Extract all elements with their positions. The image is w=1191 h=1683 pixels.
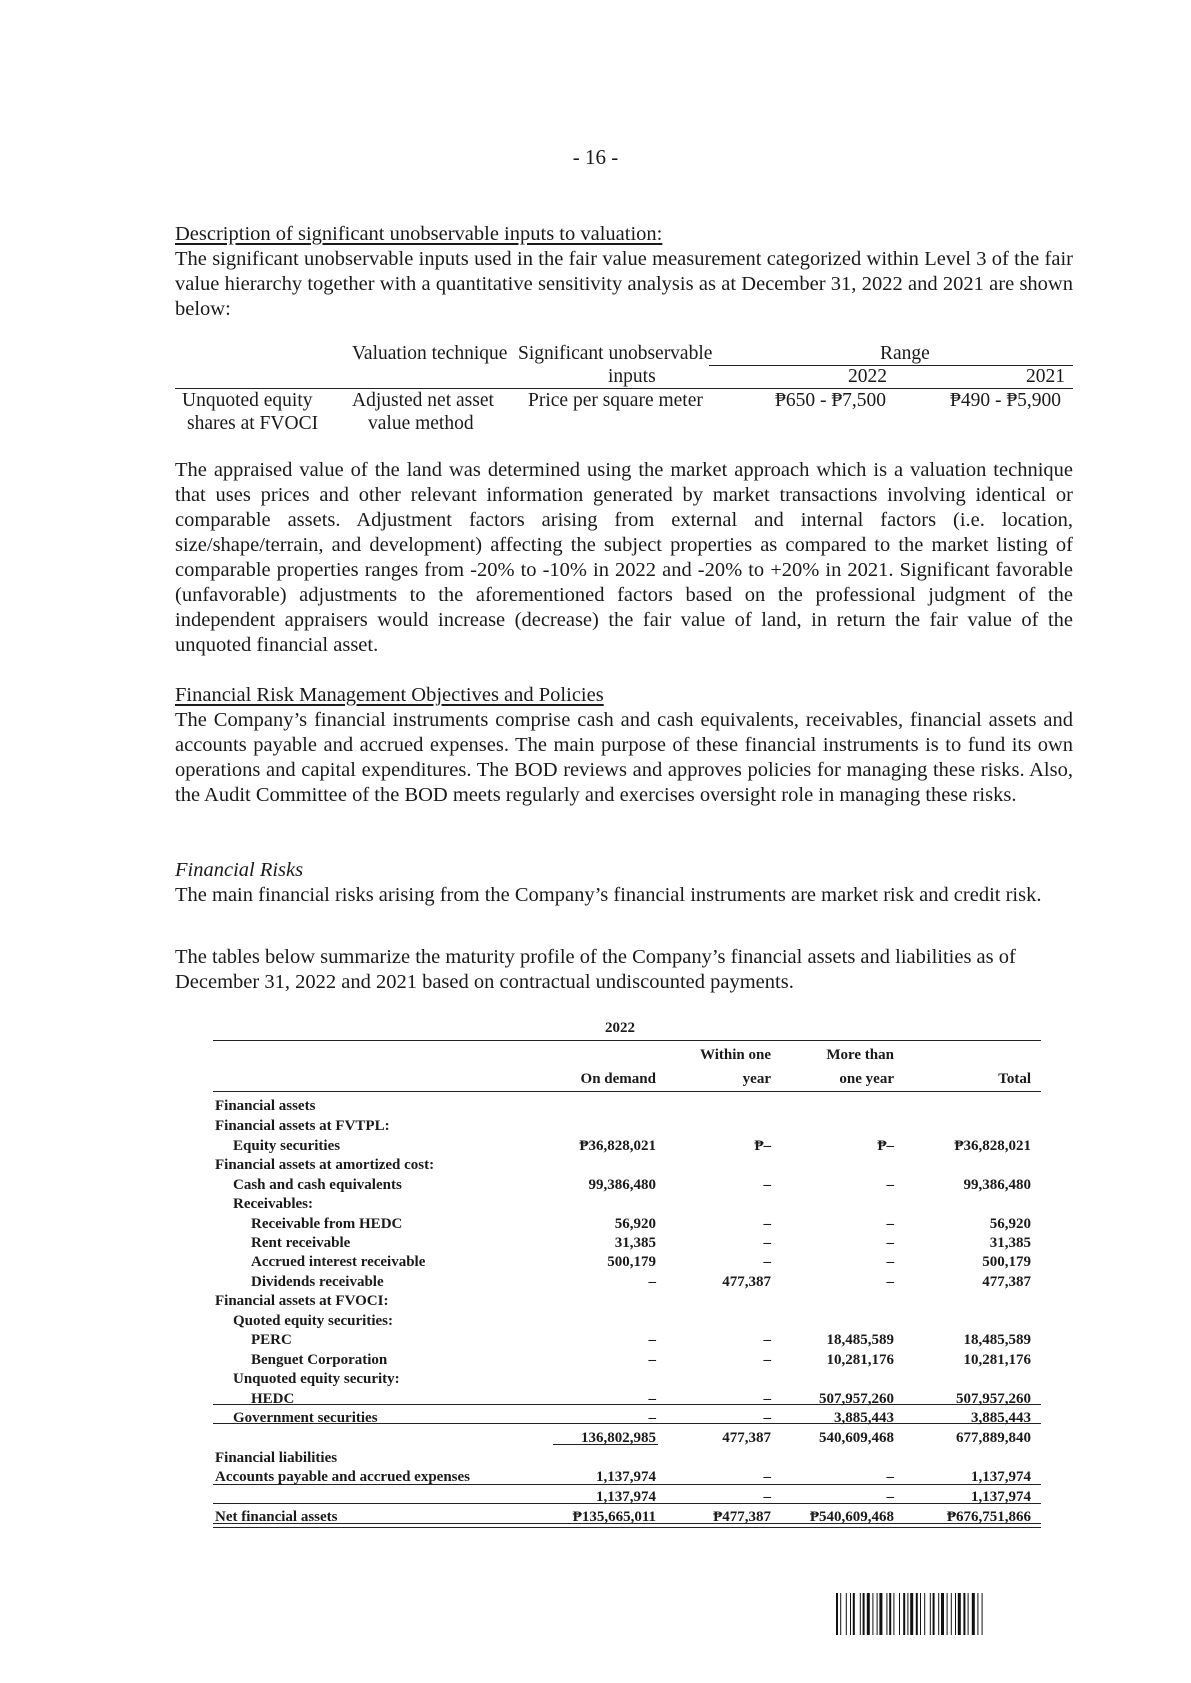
year-rule (213, 1040, 1041, 1041)
barcode-bar (907, 1593, 908, 1635)
header-one-year: one year (839, 1071, 894, 1087)
cell-more-than-one-year: 507,957,260 (819, 1391, 894, 1407)
cell-more-than-one-year: – (886, 1469, 894, 1485)
section-risk-management (175, 683, 1073, 808)
header-within-one: Within one (700, 1047, 771, 1063)
cell-on-demand: – (648, 1410, 656, 1426)
table-row (213, 1352, 1041, 1371)
barcode-bar (879, 1593, 882, 1635)
row-item-line-2: shares at FVOCI (187, 413, 319, 434)
barcode-bar (941, 1593, 944, 1635)
barcode-bar (889, 1593, 891, 1635)
barcode-bar (947, 1593, 948, 1635)
cell-more-than-one-year: 18,485,589 (826, 1332, 894, 1348)
liabilities-rule (213, 1484, 1041, 1485)
barcode-bar (930, 1593, 931, 1635)
cell-more-than-one-year: – (886, 1216, 894, 1232)
barcode-bar (853, 1593, 855, 1635)
cell-total: 500,179 (982, 1254, 1031, 1270)
barcode-bar (955, 1593, 956, 1635)
cell-within-one-year: – (763, 1332, 771, 1348)
row-label: Unquoted equity security: (233, 1371, 400, 1387)
cell-within-one-year: – (763, 1352, 771, 1368)
row-label: Rent receivable (251, 1235, 351, 1251)
barcode-bar (836, 1593, 838, 1635)
header-2021: 2021 (1026, 366, 1065, 387)
barcode-bar (886, 1593, 887, 1635)
row-label: Financial liabilities (215, 1450, 338, 1466)
header-more-than: More than (826, 1047, 894, 1063)
cell-more-than-one-year: ₱– (877, 1138, 894, 1154)
barcode-bar (938, 1593, 939, 1635)
barcode-bar (958, 1593, 961, 1635)
paragraph: The significant unobservable inputs used in the fair value measurement categorized within Level 3 of the fair value hierarchy together with a quantitative sensitivity analysis as at December 31, 2022 and 2021 are shown below: (175, 248, 1073, 320)
barcode-bar (872, 1593, 873, 1635)
section-heading: Financial Risk Management Objectives and Policies (175, 684, 604, 706)
header-row-2 (213, 1071, 1041, 1090)
range-rule (709, 365, 1073, 366)
cell-more-than-one-year: – (886, 1177, 894, 1193)
paragraph: The appraised value of the land was determined using the market approach which is a valuation technique that uses prices and other relevant information generated by market transactions involving identical or comparable assets. Adjustment factors arising from external and internal factors (i.e. location, size/shape/terrain, and development) affecting the subject properties as compared to the market listing of comparable properties ranges from -20% to -10% in 2022 and -20% to +20% in 2021. Significant favorable (unfavorable) adjustments to the aforementioned factors based on the professional judgment of the independent appraisers would increase (decrease) the fair value of land, in return the fair value of the unquoted financial asset. (175, 459, 1073, 656)
table-row (213, 1371, 1041, 1390)
section-maturity-intro (175, 945, 1073, 995)
cell-total: 10,281,176 (963, 1352, 1031, 1368)
cell-on-demand: – (648, 1332, 656, 1348)
section-land-appraisal (175, 458, 1073, 658)
barcode-bar (982, 1593, 983, 1635)
barcode-image (836, 1593, 1074, 1635)
barcode-bar (972, 1593, 975, 1635)
net-rule-1 (213, 1523, 1041, 1524)
row-label: HEDC (251, 1391, 295, 1407)
header-row-1 (213, 1047, 1041, 1066)
cell-on-demand: – (648, 1274, 656, 1290)
paragraph: The Company’s financial instruments comprise cash and cash equivalents, receivables, financial assets and accounts payable and accrued expenses. The main purpose of these financial instruments is to fund its own operations and capital expenditures. The BOD reviews and approves policies for managing these risks. Also, the Audit Committee of the BOD meets regularly and exercises oversight role in managing these risks. (175, 709, 1073, 806)
cell-within-one-year: ₱477,387 (713, 1509, 771, 1525)
row-label: Quoted equity securities: (233, 1313, 393, 1329)
row-label: Net financial assets (215, 1509, 338, 1525)
cell-within-one-year: – (763, 1254, 771, 1270)
table-row (213, 1313, 1041, 1332)
cell-more-than-one-year: 540,609,468 (819, 1430, 894, 1446)
cell-total: 31,385 (989, 1235, 1031, 1251)
row-label: Financial assets (215, 1098, 316, 1114)
cell-within-one-year: – (763, 1410, 771, 1426)
table-row (213, 1118, 1041, 1137)
valuation-table (175, 342, 1073, 432)
cell-on-demand: 99,386,480 (588, 1177, 656, 1193)
cell-within-one-year: – (763, 1235, 771, 1251)
cell-more-than-one-year: – (886, 1489, 894, 1505)
table-row (213, 1391, 1041, 1410)
barcode-bar (893, 1593, 894, 1635)
row-technique-line-2: value method (368, 413, 474, 434)
barcode-bar (920, 1593, 921, 1635)
row-label: Cash and cash equivalents (233, 1177, 402, 1193)
cell-more-than-one-year: – (886, 1235, 894, 1251)
cell-total: 1,137,974 (971, 1489, 1031, 1505)
row-label: Equity securities (233, 1138, 341, 1154)
table-row (213, 1254, 1041, 1273)
barcode-bar (846, 1593, 847, 1635)
cell-on-demand: 1,137,974 (596, 1489, 656, 1505)
table-row (213, 1196, 1041, 1215)
assets-total-rule (213, 1423, 1041, 1424)
row-label: Accounts payable and accrued expenses (215, 1469, 471, 1485)
row-technique-line-1: Adjusted net asset (352, 390, 494, 411)
table-row (213, 1450, 1041, 1469)
header-valuation-technique: Valuation technique (352, 343, 508, 364)
cell-total: 677,889,840 (956, 1430, 1031, 1446)
table-row (213, 1177, 1041, 1196)
cell-total: 18,485,589 (963, 1332, 1031, 1348)
barcode-bar (924, 1593, 925, 1635)
header-year-row (213, 1020, 1041, 1039)
cell-on-demand: – (648, 1352, 656, 1368)
cell-more-than-one-year: 10,281,176 (826, 1352, 894, 1368)
cell-on-demand: 56,920 (614, 1216, 656, 1232)
table-row (213, 1332, 1041, 1351)
cell-more-than-one-year: – (886, 1254, 894, 1270)
assets-rule (213, 1404, 1041, 1405)
row-label: Receivable from HEDC (251, 1216, 403, 1232)
net-rule-2 (213, 1527, 1041, 1528)
paragraph: The main financial risks arising from the Company’s financial instruments are market risk and credit risk. (175, 884, 1042, 906)
header-on-demand: On demand (580, 1071, 656, 1087)
barcode-bar (916, 1593, 918, 1635)
table-row (213, 1489, 1041, 1508)
section-valuation-inputs (175, 222, 1073, 322)
cell-on-demand: ₱36,828,021 (579, 1138, 656, 1154)
header-2022: 2022 (848, 366, 887, 387)
barcode-bar (977, 1593, 978, 1635)
cell-within-one-year: 477,387 (722, 1274, 771, 1290)
cell-total: 99,386,480 (963, 1177, 1031, 1193)
table-row (213, 1138, 1041, 1157)
barcode-bar (877, 1593, 878, 1635)
cell-within-one-year: – (763, 1469, 771, 1485)
cell-total: ₱676,751,866 (946, 1509, 1031, 1525)
row-label: Receivables: (233, 1196, 313, 1212)
table-row (213, 1216, 1041, 1235)
row-label: Financial assets at FVOCI: (215, 1293, 389, 1309)
barcode-bar (899, 1593, 900, 1635)
row-label: Government securities (233, 1410, 378, 1426)
section-heading: Description of significant unobservable inputs to valuation: (175, 223, 663, 245)
table-row (213, 1509, 1041, 1528)
table-row (213, 1274, 1041, 1293)
table-row (213, 1469, 1041, 1488)
cell-on-demand: – (648, 1391, 656, 1407)
barcode-bar (933, 1593, 935, 1635)
cell-within-one-year: – (763, 1177, 771, 1193)
table-row (213, 1293, 1041, 1312)
cell-on-demand: 500,179 (607, 1254, 656, 1270)
cell-total: 477,387 (982, 1274, 1031, 1290)
table-row (213, 1430, 1041, 1449)
header-inputs: inputs (608, 366, 656, 387)
cell-on-demand: 136,802,985 (581, 1430, 656, 1446)
header-range: Range (880, 343, 930, 364)
cell-within-one-year: – (763, 1216, 771, 1232)
row-label: PERC (251, 1332, 292, 1348)
row-range-2022: ₱650 - ₱7,500 (775, 390, 887, 411)
subtotal-rule-c1 (553, 1444, 658, 1445)
header-significant-unobservable: Significant unobservable (518, 343, 713, 364)
barcode-bar (863, 1593, 865, 1635)
row-label: Financial assets at amortized cost: (215, 1157, 435, 1173)
cell-within-one-year: 477,387 (722, 1430, 771, 1446)
cell-total: 3,885,443 (971, 1410, 1031, 1426)
row-input: Price per square meter (528, 390, 703, 411)
paragraph: The tables below summarize the maturity profile of the Company’s financial assets and liabilities as of December 31, 2022 and 2021 based on contractual undiscounted payments. (175, 946, 1016, 993)
table-row (213, 1235, 1041, 1254)
row-label: Financial assets at FVTPL: (215, 1118, 390, 1134)
cell-more-than-one-year: – (886, 1274, 894, 1290)
section-financial-risks (175, 858, 1073, 908)
cell-more-than-one-year: ₱540,609,468 (809, 1509, 894, 1525)
header-year-label: year (742, 1071, 771, 1087)
row-label: Dividends receivable (251, 1274, 384, 1290)
cell-within-one-year: ₱– (754, 1138, 771, 1154)
table-row (213, 1157, 1041, 1176)
maturity-table (213, 1020, 1041, 1530)
section-heading: Financial Risks (175, 859, 304, 881)
barcode-bar (968, 1593, 969, 1635)
row-item-line-1: Unquoted equity (182, 390, 313, 411)
barcode-bar (850, 1593, 851, 1635)
cell-on-demand: ₱135,665,011 (572, 1509, 656, 1525)
cell-on-demand: 31,385 (614, 1235, 656, 1251)
barcode-bar (910, 1593, 913, 1635)
liabilities-total-rule (213, 1503, 1041, 1504)
header-year: 2022 (605, 1020, 635, 1036)
table-row (213, 1098, 1041, 1117)
cell-within-one-year: – (763, 1489, 771, 1505)
barcode-bar (840, 1593, 841, 1635)
page-number: - 16 - (572, 145, 619, 169)
cell-total: 56,920 (989, 1216, 1031, 1232)
barcode-bar (951, 1593, 952, 1635)
barcode-bar (963, 1593, 965, 1635)
row-range-2021: ₱490 - ₱5,900 (950, 390, 1062, 411)
row-label: Benguet Corporation (251, 1352, 388, 1368)
table-row (213, 1410, 1041, 1429)
cell-total: ₱36,828,021 (954, 1138, 1031, 1154)
barcode-bar (903, 1593, 905, 1635)
cell-total: 1,137,974 (971, 1469, 1031, 1485)
cell-more-than-one-year: 3,885,443 (834, 1410, 894, 1426)
header-rule (213, 1091, 1041, 1092)
cell-on-demand: 1,137,974 (596, 1469, 656, 1485)
barcode-bar (867, 1593, 870, 1635)
row-label: Accrued interest receivable (251, 1254, 426, 1270)
barcode-bar (860, 1593, 861, 1635)
header-total: Total (998, 1071, 1031, 1087)
cell-within-one-year: – (763, 1391, 771, 1407)
cell-total: 507,957,260 (956, 1391, 1031, 1407)
